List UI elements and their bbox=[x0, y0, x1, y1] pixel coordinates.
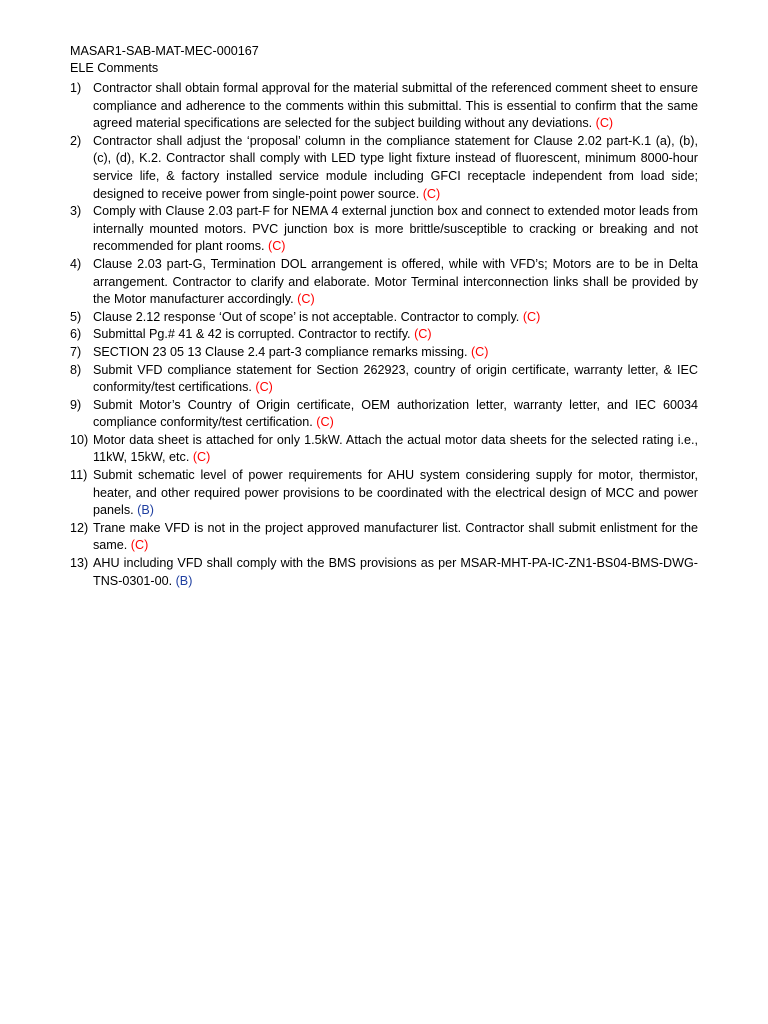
comment-status-code: (C) bbox=[268, 239, 286, 254]
comment-item bbox=[70, 309, 698, 327]
document-page bbox=[70, 43, 698, 590]
comment-text: SECTION 23 05 13 Clause 2.4 part-3 compliance remarks missing. bbox=[93, 344, 468, 359]
comment-number: 3) bbox=[70, 204, 82, 219]
comment-status-code: (C) bbox=[470, 344, 489, 359]
comment-text: Comply with Clause 2.03 part-F for NEMA 4 external junction box and connect to extended motor leads from internally mounted motors. PVC junction box is more brittle/susceptible to cracking or breaking and not recommended for plant rooms. bbox=[93, 204, 698, 254]
comment-number: 4) bbox=[70, 256, 82, 271]
comment-item bbox=[70, 520, 698, 555]
comment-item bbox=[70, 344, 698, 362]
comment-text: Clause 2.12 response ‘Out of scope’ is not acceptable. Contractor to comply. bbox=[93, 309, 520, 324]
comment-text: AHU including VFD shall comply with the BMS provisions as per MSAR-MHT-PA-IC-ZN1-BS04-BMS-DWG-TNS-0301-00. bbox=[93, 556, 698, 588]
comment-number: 10) bbox=[70, 432, 89, 447]
comment-number: 2) bbox=[70, 133, 82, 148]
comment-text: Submittal Pg.# 41 & 42 is corrupted. Contractor to rectify. bbox=[93, 327, 411, 342]
comment-item bbox=[70, 203, 698, 256]
comment-text: Trane make VFD is not in the project approved manufacturer list. Contractor shall submit enlistment for the same. bbox=[93, 520, 698, 553]
comment-number: 8) bbox=[70, 362, 82, 377]
comment-item bbox=[70, 555, 698, 590]
comment-status-code: (C) bbox=[192, 450, 211, 465]
document-reference: MASAR1-SAB-MAT-MEC-000167 bbox=[70, 44, 259, 58]
comment-item bbox=[70, 362, 698, 397]
comment-text: Contractor shall adjust the ‘proposal’ column in the compliance statement for Clause 2.02 part-K.1 (a), (b), (c), (d), K.2. Contractor shall comply with LED type light fixture instead of fluorescent, minimum 8000-hour service life, & factory installed service module including GFCI receptacle independent from load side; designed to receive power from single-point power source. bbox=[93, 133, 698, 201]
comment-item bbox=[70, 80, 698, 133]
comment-number: 12) bbox=[70, 520, 89, 535]
comment-number: 9) bbox=[70, 397, 82, 412]
comments-list bbox=[70, 80, 698, 590]
comment-status-code: (C) bbox=[522, 309, 541, 324]
comment-text: Contractor shall obtain formal approval for the material submittal of the referenced comment sheet to ensure compliance and adherence to the comments within this submittal. This is essential to confirm that the same agreed material specifications are selected for the subject building without any deviations. bbox=[93, 81, 698, 131]
comment-item bbox=[70, 432, 698, 467]
comment-status-code: (B) bbox=[175, 573, 193, 588]
comment-status-code: (C) bbox=[255, 380, 273, 395]
comment-status-code: (C) bbox=[316, 415, 334, 430]
section-title: ELE Comments bbox=[70, 60, 159, 75]
comment-item bbox=[70, 467, 698, 520]
comment-item bbox=[70, 256, 698, 309]
comment-text: Clause 2.03 part-G, Termination DOL arrangement is offered, while with VFD’s; Motors are to be in Delta arrangement. Contractor to clarify and elaborate. Motor Terminal interconnection links shall be provided by the Motor manufacturer accordingly. bbox=[93, 256, 698, 307]
document-header bbox=[70, 43, 698, 76]
comment-item bbox=[70, 326, 698, 344]
comment-number: 7) bbox=[70, 344, 82, 359]
comment-status-code: (C) bbox=[297, 292, 315, 307]
comment-number: 5) bbox=[70, 309, 82, 324]
comment-number: 13) bbox=[70, 556, 89, 571]
comment-item bbox=[70, 133, 698, 203]
comment-number: 6) bbox=[70, 327, 82, 342]
comment-status-code: (C) bbox=[130, 538, 149, 553]
comment-text: Submit Motor’s Country of Origin certificate, OEM authorization letter, warranty letter, and IEC 60034 compliance conformity/test certification. bbox=[93, 397, 698, 430]
comment-status-code: (C) bbox=[595, 116, 614, 131]
comment-status-code: (C) bbox=[422, 186, 441, 201]
comment-text: Submit VFD compliance statement for Section 262923, country of origin certificate, warranty letter, & IEC conformity/test certifications. bbox=[93, 362, 698, 395]
comment-item bbox=[70, 397, 698, 432]
comment-text: Submit schematic level of power requirements for AHU system considering supply for motor, thermistor, heater, and other required power provisions to be coordinated with the electrical design of MCC and power panels. bbox=[93, 468, 698, 518]
comment-text: Motor data sheet is attached for only 1.5kW. Attach the actual motor data sheets for the selected rating i.e., 11kW, 15kW, etc. bbox=[93, 432, 698, 465]
comment-status-code: (B) bbox=[137, 503, 154, 518]
comment-number: 11) bbox=[70, 468, 88, 483]
comment-status-code: (C) bbox=[414, 327, 432, 342]
comment-number: 1) bbox=[70, 81, 82, 95]
